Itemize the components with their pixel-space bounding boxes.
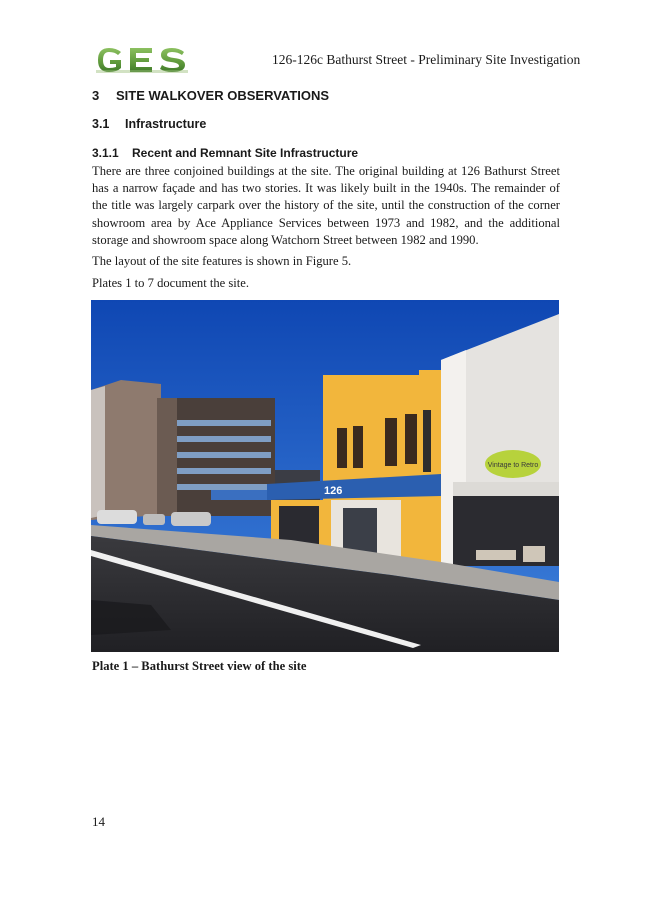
body-paragraph: There are three conjoined buildings at the site. The original building at 126 Bathurst Street has a narrow façade and has two stories. It was likely built in the 1940s. The remainder of the title was largely carpark over the history of the site, until the construction of the corner showroom area by Ace Appliance Services between 1973 and 1982, and the additional storage and showroom space along Watchorn Street between 1982 and 1990. (92, 164, 560, 247)
subsubsection-heading (92, 146, 358, 160)
shop-sign: Vintage to Retro (487, 462, 539, 469)
document-header-title: 126-126c Bathurst Street - Preliminary Site Investigation (272, 52, 581, 67)
page-number: 14 (92, 814, 105, 829)
plate-1-photo (91, 300, 559, 652)
subsection-heading (92, 117, 206, 131)
section-heading (92, 88, 329, 103)
subsection-title: Infrastructure (125, 117, 207, 131)
subsection-number: 3.1 (92, 117, 110, 131)
body-paragraph: The layout of the site features is shown in Figure 5. (92, 254, 352, 268)
subsubsection-number: 3.1.1 (92, 146, 119, 160)
section-number: 3 (92, 88, 100, 103)
section-title: SITE WALKOVER OBSERVATIONS (116, 88, 330, 103)
street-number-sign: 126 (324, 485, 343, 497)
body-paragraph: Plates 1 to 7 document the site. (92, 276, 250, 290)
subsubsection-title: Recent and Remnant Site Infrastructure (132, 146, 359, 160)
company-logo (94, 44, 190, 76)
plate-caption: Plate 1 – Bathurst Street view of the site (92, 659, 307, 673)
